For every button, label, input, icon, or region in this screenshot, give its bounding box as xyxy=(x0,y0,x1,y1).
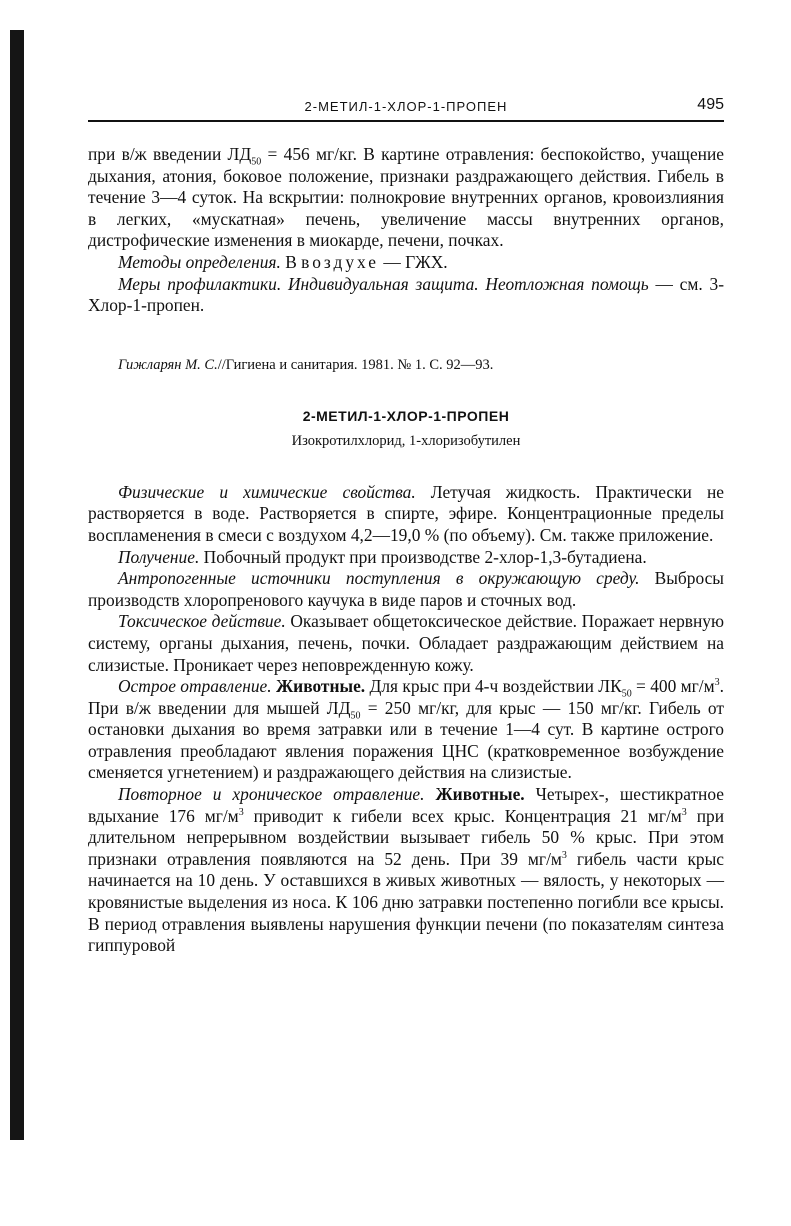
paragraph-production: Получение. Побочный продукт при производстве 2-хлор-1,3-бутадиена. xyxy=(118,546,647,567)
paragraph-chronic-poisoning: Повторное и хроническое отравление. Животные. Четырех-, шестикратное вдыхание 176 $мг/м^3$ приводит к гибели всех крыс. Концентрация 21 $мг/м^3$ при длительном непрерывном воздействии вызывает гибель 50 % крыс. При этом признаки отравления появляются на 52 день. При 39 $мг/м^3$ гибель части крыс начинается на 10 день. У оставшихся в живых животных — вялость, у некоторых — кровянистые выделения из носа. К 106 дню затравки постепенно погибли все крысы. В период отравления выявлены нарушения функции печени (по показателям синтеза гиппуровой xyxy=(88,784,724,956)
paragraph-prevention: Меры профилактики. Индивидуальная защита. Неотложная помощь — см. 3-Хлор-1-пропен. xyxy=(88,273,724,316)
paragraph-toxic-action: Токсическое действие. Оказывает общетоксическое действие. Поражает нервную систему, органы дыхания, печень, почки. Обладает раздражающим действием на слизистые. Проникает через неповрежденную кожу. xyxy=(88,611,724,675)
reference-source: //Гигиена и санитария. 1981. № 1. С. 92—93. xyxy=(217,356,494,373)
entry-title: 2-МЕТИЛ-1-ХЛОР-1-ПРОПЕН xyxy=(302,407,510,424)
paragraph-acute-poisoning: Острое отравление. Животные. Для крыс при 4-ч воздействии $ЛК_{50} = 400$ $мг/м^3$. При в/ж введении для мышей $ЛД_{50} = 250$ мг/кг, для крыс — 150 мг/кг. Гибель от остановки дыхания во время затравки или в течение 1—4 сут. В картине острого отравления преобладают явления поражения ЦНС (кратковременное возбуждение сменяется угнетением) и раздражающего действия на слизистые. xyxy=(88,676,724,783)
prevention-label: Меры профилактики. Индивидуальная защита. Неотложная помощь xyxy=(118,273,649,294)
paragraph-sources: Антропогенные источники поступления в окружающую среду. Выбросы производств хлоропренового каучука в виде паров и сточных вод. xyxy=(88,568,724,610)
previous-entry-continuation xyxy=(88,144,724,317)
running-title: 2-МЕТИЛ-1-ХЛОР-1-ПРОПЕН xyxy=(304,99,508,114)
book-page xyxy=(88,92,724,957)
reference-author: Гижларян М. С. xyxy=(118,356,218,373)
page-number: 495 xyxy=(697,96,724,113)
literature-reference xyxy=(88,355,724,375)
running-header xyxy=(88,92,724,122)
scan-edge-shadow xyxy=(10,30,24,1140)
methods-label: Методы определения. xyxy=(118,251,281,272)
entry-synonyms: Изокротилхлорид, 1-хлоризобутилен xyxy=(291,432,521,449)
paragraph-methods: Методы определения. В воздухе — ГЖХ. xyxy=(118,251,448,272)
paragraph-physical-properties: Физические и химические свойства. Летучая жидкость. Практически не растворяется в воде. Растворяется в спирте, эфире. Концентрационные пределы воспламенения в смеси с воздухом 4,2—19,0 % (по объему). См. также приложение. xyxy=(88,481,724,545)
paragraph-ld50-continuation: при в/ж введении $ЛД_{50} = 456$ мг/кг. В картине отравления: беспокойство, учащение дыхания, атония, боковое положение, признаки раздражающего действия. Гибель в течение 3—4 суток. На вскрытии: полнокровие внутренних органов, кровоизлияния в легких, «мускатная» печень, увеличение массы внутренних органов, дистрофические изменения в миокарде, печени, почках. xyxy=(88,144,724,251)
entry-body xyxy=(88,482,724,957)
